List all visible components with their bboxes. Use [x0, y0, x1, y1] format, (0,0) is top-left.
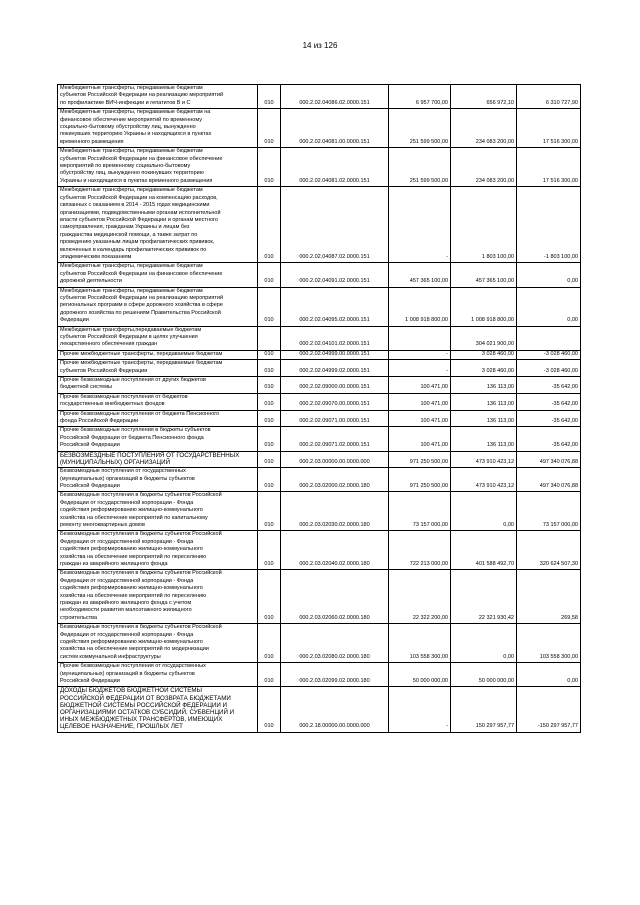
indicator-name-cell — [58, 85, 258, 109]
budget-classification-code-text: 000.2.02.09071.02.0000.151 — [299, 442, 370, 449]
indicator-name-text: Прочие безвозмездные поступления от бюджета Пенсионного фонда Российской Федерации — [60, 410, 220, 425]
budget-classification-code-cell — [281, 350, 389, 359]
unexecuted-amount-text: -1 803 100,00 — [544, 253, 578, 260]
line-code-text: 010 — [264, 458, 274, 465]
executed-amount-cell — [451, 410, 517, 427]
unexecuted-amount-text: -35 642,00 — [551, 401, 578, 408]
budget-classification-code-cell — [281, 410, 389, 427]
budget-classification-code-cell — [281, 393, 389, 410]
indicator-name-cell — [58, 263, 258, 287]
indicator-name-cell — [58, 393, 258, 410]
approved-amount-text: 971 250 500,00 — [409, 482, 448, 489]
unexecuted-amount-cell — [517, 187, 581, 263]
executed-amount-text: 136 113,00 — [486, 418, 514, 425]
budget-classification-code-cell — [281, 326, 389, 350]
table-row — [58, 468, 581, 492]
approved-amount-cell — [389, 360, 451, 377]
executed-amount-cell — [451, 187, 517, 263]
indicator-name-text: Прочие безвозмездные поступления в бюджеты субъектов Российской Федерации от бюджета Пенсионного фонда Российской Федерации — [60, 427, 211, 449]
budget-classification-code-cell — [281, 451, 389, 467]
line-code-text: 010 — [264, 723, 274, 730]
executed-amount-text: 3 028 460,00 — [481, 350, 514, 357]
unexecuted-amount-cell — [517, 263, 581, 287]
line-code-cell — [258, 410, 281, 427]
executed-amount-text: 234 083 200,00 — [475, 177, 514, 184]
indicator-name-text: Прочие межбюджетные трансферты, передаваемые бюджетам субъектов Российской Федерации — [60, 360, 223, 374]
line-code-text: 010 — [264, 384, 274, 391]
executed-amount-cell — [451, 360, 517, 377]
approved-amount-text: 1 008 918 800,00 — [405, 317, 448, 324]
approved-amount-text: 100 471,00 — [420, 384, 448, 391]
line-code-cell — [258, 109, 281, 148]
approved-amount-text: 722 213 000,00 — [409, 560, 448, 567]
budget-classification-code-cell — [281, 427, 389, 451]
unexecuted-amount-text: 17 516 300,00 — [542, 138, 578, 145]
unexecuted-amount-text: -35 642,00 — [551, 418, 578, 425]
approved-amount-text: 22 322 200,00 — [412, 614, 448, 621]
approved-amount-text: 100 471,00 — [420, 401, 448, 408]
approved-amount-cell — [389, 531, 451, 570]
indicator-name-text: Межбюджетные трансферты, передаваемые бюджетам на финансовое обеспечение мероприятий по временному социально-бытовому обустройству лиц, вынужденно покинувших территорию Украины и находящихся в пунктах временного размещения — [60, 109, 212, 145]
budget-classification-code-text: 000.2.03.00000.00.0000.000 — [299, 458, 370, 465]
budget-classification-code-cell — [281, 492, 389, 531]
indicator-name-cell — [58, 624, 258, 663]
executed-amount-cell — [451, 377, 517, 394]
line-code-cell — [258, 663, 281, 687]
budget-classification-code-text: 000.2.03.02099.02.0000.180 — [299, 678, 370, 685]
budget-classification-code-cell — [281, 85, 389, 109]
approved-amount-cell — [389, 85, 451, 109]
approved-amount-cell — [389, 492, 451, 531]
line-code-cell — [258, 85, 281, 109]
executed-amount-cell — [451, 468, 517, 492]
table-row — [58, 570, 581, 624]
approved-amount-cell — [389, 287, 451, 326]
budget-classification-code-cell — [281, 148, 389, 187]
unexecuted-amount-text: 269,58 — [561, 614, 578, 621]
executed-amount-text: 3 028 460,00 — [481, 367, 514, 374]
indicator-name-text: Межбюджетные трансферты, передаваемые бюджетам субъектов Российской Федерации на реализацию мероприятий региональных программ в сфере дорожного хозяйства в сфере дорожного хозяйства по решениям Правительства Российской Федерации — [60, 287, 224, 324]
indicator-name-cell — [58, 468, 258, 492]
unexecuted-amount-cell — [517, 287, 581, 326]
line-code-cell — [258, 492, 281, 531]
approved-amount-text: 100 471,00 — [420, 442, 448, 449]
table-row — [58, 187, 581, 263]
executed-amount-text: 1 008 918 800,00 — [471, 317, 514, 324]
line-code-cell — [258, 360, 281, 377]
line-code-text: 010 — [264, 442, 274, 449]
executed-amount-cell — [451, 393, 517, 410]
indicator-name-cell — [58, 109, 258, 148]
indicator-name-text: БЕЗВОЗМЕЗДНЫЕ ПОСТУПЛЕНИЯ ОТ ГОСУДАРСТВЕННЫХ (МУНИЦИПАЛЬНЫХ) ОРГАНИЗАЦИЙ — [60, 451, 240, 466]
indicator-name-cell — [58, 148, 258, 187]
approved-amount-cell — [389, 393, 451, 410]
approved-amount-text: 457 365 100,00 — [409, 278, 448, 285]
line-code-text: 010 — [264, 482, 274, 489]
approved-amount-cell — [389, 451, 451, 467]
executed-amount-cell — [451, 109, 517, 148]
indicator-name-text: Межбюджетные трансферты, передаваемые бюджетам субъектов Российской Федерации на финансовое обеспечение мероприятий по временному социально-бытовому обустройству лиц, вынужденно покинувших территорию Украины и находящихся в пунктах временного размещения — [60, 148, 223, 184]
budget-classification-code-text: 000.2.02.04101.02.0000.151 — [299, 341, 370, 348]
unexecuted-amount-cell — [517, 148, 581, 187]
budget-classification-code-cell — [281, 663, 389, 687]
executed-amount-text: 473 910 423,12 — [475, 458, 514, 465]
executed-amount-text: 401 588 492,70 — [475, 560, 514, 567]
unexecuted-amount-text: 17 516 300,00 — [542, 177, 578, 184]
line-code-cell — [258, 393, 281, 410]
executed-amount-cell — [451, 350, 517, 359]
indicator-name-cell — [58, 377, 258, 394]
unexecuted-amount-text: 103 558 300,00 — [539, 653, 578, 660]
unexecuted-amount-cell — [517, 663, 581, 687]
executed-amount-text: 136 113,00 — [486, 384, 514, 391]
unexecuted-amount-cell — [517, 109, 581, 148]
unexecuted-amount-cell — [517, 85, 581, 109]
unexecuted-amount-text: 0,00 — [567, 278, 578, 285]
unexecuted-amount-text: 320 624 507,30 — [539, 560, 578, 567]
indicator-name-cell — [58, 492, 258, 531]
table-row — [58, 85, 581, 109]
budget-classification-code-text: 000.2.03.02080.02.0000.180 — [299, 653, 370, 660]
budget-classification-code-text: 000.2.02.04999.00.0000.151 — [299, 350, 370, 357]
executed-amount-cell — [451, 663, 517, 687]
line-code-cell — [258, 624, 281, 663]
budget-classification-code-text: 000.2.02.04095.02.0000.151 — [299, 317, 370, 324]
table-row — [58, 492, 581, 531]
line-code-text: 010 — [264, 560, 274, 567]
unexecuted-amount-text: 497 340 076,88 — [539, 482, 578, 489]
approved-amount-text: 971 250 500,00 — [409, 458, 448, 465]
budget-classification-code-cell — [281, 109, 389, 148]
executed-amount-text: 136 113,00 — [486, 442, 514, 449]
executed-amount-cell — [451, 263, 517, 287]
executed-amount-text: 136 113,00 — [486, 401, 514, 408]
unexecuted-amount-cell — [517, 687, 581, 732]
unexecuted-amount-cell — [517, 393, 581, 410]
table-row — [58, 350, 581, 359]
indicator-name-cell — [58, 531, 258, 570]
unexecuted-amount-text: 6 310 727,90 — [545, 99, 578, 106]
approved-amount-cell — [389, 326, 451, 350]
executed-amount-cell — [451, 570, 517, 624]
table-row — [58, 427, 581, 451]
line-code-text: 010 — [264, 99, 274, 106]
executed-amount-cell — [451, 451, 517, 467]
table-row — [58, 687, 581, 732]
line-code-text: 010 — [264, 614, 274, 621]
line-code-cell — [258, 148, 281, 187]
approved-amount-text: - — [446, 723, 448, 730]
budget-classification-code-cell — [281, 360, 389, 377]
budget-classification-code-text: 000.2.03.02060.02.0000.180 — [299, 614, 370, 621]
executed-amount-cell — [451, 624, 517, 663]
line-code-text: 010 — [264, 367, 274, 374]
executed-amount-cell — [451, 85, 517, 109]
approved-amount-text: - — [446, 367, 448, 374]
unexecuted-amount-text: 497 340 076,88 — [539, 458, 578, 465]
executed-amount-text: 457 365 100,00 — [475, 278, 514, 285]
approved-amount-text: 251 599 500,00 — [409, 138, 448, 145]
budget-classification-code-cell — [281, 687, 389, 732]
budget-classification-code-text: 000.2.02.04081.02.0000.151 — [299, 177, 370, 184]
budget-classification-code-text: 000.2.02.09000.00.0000.151 — [299, 384, 370, 391]
line-code-cell — [258, 377, 281, 394]
executed-amount-text: 656 972,10 — [486, 99, 514, 106]
line-code-cell — [258, 468, 281, 492]
approved-amount-cell — [389, 687, 451, 732]
indicator-name-text: Безвозмездные поступления от государственных (муниципальных) организаций в бюджеты субъектов Российской Федерации — [60, 468, 195, 489]
indicator-name-cell — [58, 687, 258, 732]
indicator-name-text: Межбюджетные трансферты, передаваемые бюджетам субъектов Российской Федерации на финансовое обеспечение дорожной деятельности — [60, 263, 223, 285]
executed-amount-cell — [451, 287, 517, 326]
line-code-cell — [258, 350, 281, 359]
indicator-name-text: Безвозмездные поступления в бюджеты субъектов Российской Федерации от государственной корпорации - Фонда содействия реформированию жилищно-коммунального хозяйства на обеспечение мероприятий по модернизации систем коммунальной инфраструктуры — [60, 624, 222, 660]
table-row — [58, 393, 581, 410]
indicator-name-text: Прочие межбюджетные трансферты, передаваемые бюджетам — [60, 350, 223, 357]
line-code-cell — [258, 427, 281, 451]
indicator-name-cell — [58, 287, 258, 326]
indicator-name-text: Безвозмездные поступления в бюджеты субъектов Российской Федерации от государственной корпорации - Фонда содействия реформированию жилищно-коммунального хозяйства на обеспечение мероприятий по переселению граждан из аварийного жилищного фонда с учетом необходимости развития малоэтажного жилищного строительства — [60, 570, 222, 621]
line-code-text: 010 — [264, 678, 274, 685]
approved-amount-text: - — [446, 253, 448, 260]
budget-classification-code-text: 000.2.02.04086.02.0000.151 — [299, 99, 370, 106]
approved-amount-cell — [389, 410, 451, 427]
indicator-name-text: Безвозмездные поступления в бюджеты субъектов Российской Федерации от государственной корпорации - Фонда содействия реформированию жилищно-коммунального хозяйства на обеспечение мероприятий по переселению граждан из аварийного жилищного фонда — [60, 531, 222, 567]
table-row — [58, 531, 581, 570]
indicator-name-text: Межбюджетные трансферты, передаваемые бюджетам субъектов Российской Федерации на компенсацию расходов, связанных с оказанием в 2014 - 2015 годах медицинскими организациями, подведомственными органам исполнительной власти субъектов Российской Федерации и органам местного самоуправления, гражданам Украины и лицам без гражданства медицинской помощи, а также затрат по проведению указанным лицам профилактических прививок, включенных в календарь профилактических прививок по эпидемическим показаниям — [60, 187, 221, 260]
budget-classification-code-cell — [281, 468, 389, 492]
table-row — [58, 326, 581, 350]
indicator-name-cell — [58, 410, 258, 427]
line-code-text: 010 — [264, 401, 274, 408]
executed-amount-cell — [451, 531, 517, 570]
approved-amount-cell — [389, 187, 451, 263]
indicator-name-cell — [58, 326, 258, 350]
line-code-cell — [258, 287, 281, 326]
approved-amount-cell — [389, 624, 451, 663]
approved-amount-text: 103 558 300,00 — [409, 653, 448, 660]
unexecuted-amount-text: -35 642,00 — [551, 442, 578, 449]
approved-amount-cell — [389, 663, 451, 687]
budget-classification-code-text: 000.2.02.09071.00.0000.151 — [299, 418, 370, 425]
indicator-name-text: Прочие безвозмездные поступления от государственных (муниципальных) организаций в бюджеты субъектов Российской Федерации — [60, 663, 206, 685]
unexecuted-amount-cell — [517, 410, 581, 427]
approved-amount-text: 73 157 000,00 — [412, 521, 448, 528]
unexecuted-amount-text: 73 157 000,00 — [542, 521, 578, 528]
unexecuted-amount-cell — [517, 350, 581, 359]
unexecuted-amount-cell — [517, 570, 581, 624]
budget-classification-code-cell — [281, 187, 389, 263]
table-row — [58, 287, 581, 326]
unexecuted-amount-text: -3 028 460,00 — [544, 350, 578, 357]
executed-amount-text: 0,00 — [503, 653, 514, 660]
executed-amount-text: 22 321 930,42 — [478, 614, 514, 621]
page-number: 14 из 126 — [302, 41, 338, 50]
unexecuted-amount-cell — [517, 427, 581, 451]
unexecuted-amount-text: 0,00 — [567, 317, 578, 324]
unexecuted-amount-cell — [517, 377, 581, 394]
indicator-name-cell — [58, 360, 258, 377]
line-code-cell — [258, 326, 281, 350]
budget-revenue-table — [57, 84, 581, 733]
unexecuted-amount-cell — [517, 468, 581, 492]
budget-classification-code-text: 000.2.03.02030.02.0000.180 — [299, 521, 370, 528]
indicator-name-text: Безвозмездные поступления в бюджеты субъектов Российской Федерации от государственной корпорации - Фонда содействия реформированию жилищно-коммунального хозяйства на обеспечение мероприятий по капитальному ремонту многоквартирных домов — [60, 492, 222, 528]
budget-classification-code-text: 000.2.03.02040.02.0000.180 — [299, 560, 370, 567]
executed-amount-text: 304 021 900,00 — [475, 341, 514, 348]
table-row — [58, 377, 581, 394]
line-code-text: 010 — [264, 278, 274, 285]
line-code-text: 010 — [264, 177, 274, 184]
unexecuted-amount-cell — [517, 360, 581, 377]
unexecuted-amount-cell — [517, 451, 581, 467]
executed-amount-cell — [451, 687, 517, 732]
budget-classification-code-text: 000.2.18.00000.00.0000.000 — [299, 723, 370, 730]
approved-amount-cell — [389, 570, 451, 624]
budget-classification-code-text: 000.2.02.09070.00.0000.151 — [299, 401, 370, 408]
indicator-name-text: Межбюджетные трансферты,передаваемые бюджетам субъектов Российской Федерации в целях улучшения лекарственного обеспечения граждан — [60, 326, 202, 348]
approved-amount-cell — [389, 109, 451, 148]
unexecuted-amount-cell — [517, 624, 581, 663]
table-row — [58, 109, 581, 148]
line-code-cell — [258, 451, 281, 467]
executed-amount-cell — [451, 427, 517, 451]
executed-amount-text: 1 803 100,00 — [481, 253, 514, 260]
budget-classification-code-cell — [281, 531, 389, 570]
table-row — [58, 663, 581, 687]
executed-amount-text: 50 000 000,00 — [478, 678, 514, 685]
unexecuted-amount-cell — [517, 326, 581, 350]
approved-amount-text: 100 471,00 — [420, 418, 448, 425]
executed-amount-cell — [451, 492, 517, 531]
table-body — [58, 85, 581, 733]
table-row — [58, 263, 581, 287]
line-code-cell — [258, 263, 281, 287]
budget-classification-code-cell — [281, 624, 389, 663]
executed-amount-cell — [451, 326, 517, 350]
approved-amount-text: 50 000 000,00 — [412, 678, 448, 685]
unexecuted-amount-text: -150 297 957,77 — [537, 723, 578, 730]
indicator-name-text: ДОХОДЫ БЮДЖЕТОВ БЮДЖЕТНОЙ СИСТЕМЫ РОССИЙСКОЙ ФЕДЕРАЦИИ ОТ ВОЗВРАТА БЮДЖЕТАМИ БЮДЖЕТНОЙ СИСТЕМЫ РОССИЙСКОЙ ФЕДЕРАЦИИ И ОРГАНИЗАЦИЯМИ ОСТАТКОВ СУБСИДИЙ, СУБВЕНЦИЙ И ИНЫХ МЕЖБЮДЖЕТНЫХ ТРАНСФЕРТОВ, ИМЕЮЩИХ ЦЕЛЕВОЕ НАЗНАЧЕНИЕ, ПРОШЛЫХ ЛЕТ — [60, 687, 235, 731]
indicator-name-cell — [58, 570, 258, 624]
approved-amount-text: - — [446, 350, 448, 357]
budget-classification-code-text: 000.2.02.04091.02.0000.151 — [299, 278, 370, 285]
indicator-name-cell — [58, 350, 258, 359]
line-code-cell — [258, 531, 281, 570]
unexecuted-amount-text: -35 642,00 — [551, 384, 578, 391]
approved-amount-text: 251 599 500,00 — [409, 177, 448, 184]
line-code-text: 010 — [264, 521, 274, 528]
indicator-name-cell — [58, 187, 258, 263]
indicator-name-cell — [58, 427, 258, 451]
executed-amount-cell — [451, 148, 517, 187]
executed-amount-text: 234 083 200,00 — [475, 138, 514, 145]
approved-amount-cell — [389, 148, 451, 187]
approved-amount-cell — [389, 468, 451, 492]
line-code-cell — [258, 570, 281, 624]
line-code-cell — [258, 687, 281, 732]
indicator-name-text: Прочие безвозмездные поступления от бюджетов государственных внебюджетных фондов — [60, 393, 188, 408]
budget-classification-code-text: 000.2.02.04081.00.0000.151 — [299, 138, 370, 145]
budget-classification-code-cell — [281, 263, 389, 287]
table-row — [58, 148, 581, 187]
executed-amount-text: 0,00 — [503, 521, 514, 528]
line-code-text: 010 — [264, 653, 274, 660]
line-code-text: 010 — [264, 350, 274, 357]
budget-classification-code-cell — [281, 287, 389, 326]
table-row — [58, 624, 581, 663]
table-row — [58, 360, 581, 377]
table-row — [58, 451, 581, 467]
unexecuted-amount-text: 0,00 — [567, 678, 578, 685]
indicator-name-cell — [58, 663, 258, 687]
indicator-name-text: Прочие безвозмездные поступления от других бюджетов бюджетной системы — [60, 377, 206, 391]
budget-classification-code-text: 000.2.02.04087.02.0000.151 — [299, 253, 370, 260]
approved-amount-cell — [389, 350, 451, 359]
table-row — [58, 410, 581, 427]
approved-amount-cell — [389, 263, 451, 287]
budget-classification-code-text: 000.2.02.04999.02.0000.151 — [299, 367, 370, 374]
line-code-cell — [258, 187, 281, 263]
approved-amount-cell — [389, 427, 451, 451]
approved-amount-cell — [389, 377, 451, 394]
unexecuted-amount-text: -3 028 460,00 — [544, 367, 578, 374]
executed-amount-text: 150 297 957,77 — [475, 723, 514, 730]
unexecuted-amount-cell — [517, 492, 581, 531]
line-code-text: 010 — [264, 418, 274, 425]
budget-classification-code-text: 000.2.03.02000.02.0000.180 — [299, 482, 370, 489]
unexecuted-amount-cell — [517, 531, 581, 570]
budget-classification-code-cell — [281, 570, 389, 624]
line-code-text: 010 — [264, 317, 274, 324]
line-code-text: 010 — [264, 138, 274, 145]
budget-classification-code-cell — [281, 377, 389, 394]
line-code-text: 010 — [264, 253, 274, 260]
indicator-name-text: Межбюджетные трансферты, передаваемые бюджетам субъектов Российской Федерации на реализацию мероприятий по профилактике ВИЧ-инфекции и гепатитов B и C — [60, 85, 224, 106]
executed-amount-text: 473 910 423,12 — [475, 482, 514, 489]
indicator-name-cell — [58, 451, 258, 467]
approved-amount-text: 6 957 700,00 — [415, 99, 448, 106]
